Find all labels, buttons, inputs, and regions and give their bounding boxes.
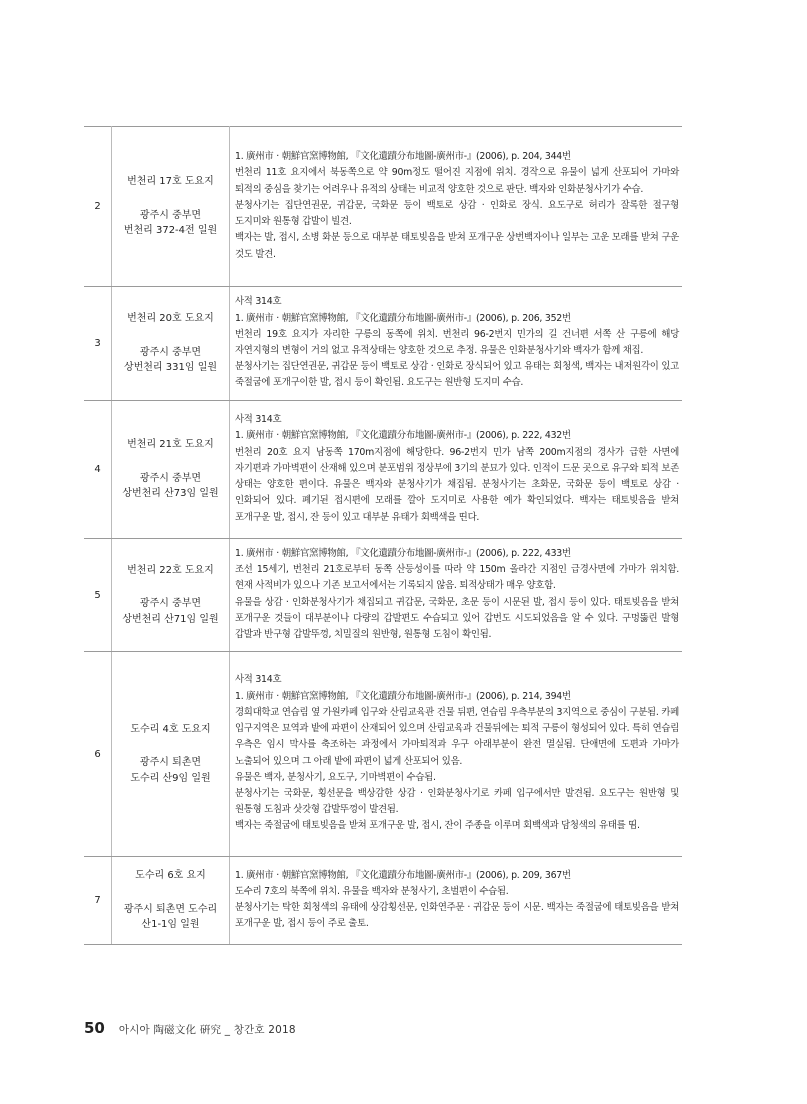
description-paragraph: 1. 廣州市 · 朝鮮官窯博物館, 『文化遺蹟分布地圖-廣州市-』(2006), p. 204, 344번 [235,151,571,163]
spacer [112,578,229,596]
site-address-line: 광주시 중부면 [139,598,202,610]
spacer [112,884,229,902]
site-address-line: 광주시 중부면 [139,472,202,484]
row-number: 6 [84,652,112,857]
description-paragraph: 분청사기는 국화문, 횡선문을 백상감한 상감 · 인화분청사기로 카페 입구에서만 발견됨. 요도구는 원반형 및 원통형 도침과 삿갓형 갑발뚜껑이 발견됨. [235,787,679,816]
site-address-line: 광주시 퇴촌면 [139,757,202,769]
spacer [112,737,229,755]
site-address-line: 광주시 중부면 [139,346,202,358]
description-paragraph: 번천리 20호 요지 남동쪽 170m지점에 해당한다. 96-2번지 민가 남쪽 200m지점의 경사가 급한 사면에 자기편과 가마벽편이 산재해 있으며 분포범위 정상부에 3기의 분묘가 있다. 인적이 드문 곳으로 유구와 퇴적 보존 상태는 양호한 편이다. 유물은 백자와 분청사기가 채집됨. 분청사기는 초화문, 국화문 등이 백토로 상감 · 인화되어 있다. 폐기된 접시편에 모래를 깔아 도지미로 사용한 예가 확인되었다. 백자는 태토빚음을 받쳐 포개구운 발, 접시, 잔 등이 있고 대부분 유태가 회백색을 띤다. [235,446,679,523]
spacer [112,190,229,208]
site-address-line: 번천리 372-4전 일원 [123,225,218,237]
description-paragraph: 1. 廣州市 · 朝鮮官窯博物館, 『文化遺蹟分布地圖-廣州市-』(2006), p. 222, 433번 [235,547,571,559]
site-name: 번천리 17호 도요지 [127,176,214,188]
row-number: 3 [84,287,112,401]
description-paragraph: 1. 廣州市 · 朝鮮官窯博物館, 『文化遺蹟分布地圖-廣州市-』(2006), p. 214, 394번 [235,690,571,702]
row-number: 7 [84,857,112,945]
description-paragraph: 백자는 죽절굽에 태토빚음을 받쳐 포개구운 발, 접시, 잔이 주종을 이루며 회백색과 담청색의 유태를 띰. [235,820,640,832]
description-paragraph: 분청사기는 집단연권문, 귀갑문 등이 백토로 상감 · 인화로 장식되어 있고 유태는 회청색, 백자는 내저원각이 있고 죽절굽에 포개구이한 발, 접시 등이 확인됨. 요도구는 원반형 도지미 수습. [235,361,679,389]
site-name: 도수리 6호 요지 [135,870,206,882]
table-row [84,539,682,652]
site-description-cell [230,127,683,287]
table-row [84,127,682,287]
description-paragraph: 유물을 상감 · 인화분청사기가 채집되고 귀갑문, 국화문, 초문 등이 시문된 발, 접시 등이 있다. 태토빚음을 받쳐 포개구운 것들이 대부분이나 다량의 갑발편도 수습되고 있어 갑번도 시도되었음을 알 수 있다. 구멍뚫린 발형 갑발과 반구형 갑발뚜껑, 치밀질의 원반형, 원통형 도침이 확인됨. [235,596,679,640]
site-address-line: 상번천리 331임 일원 [123,362,218,374]
site-location-cell [112,287,230,401]
table-row [84,287,682,401]
site-name: 번천리 22호 도요지 [127,564,214,576]
site-address-line: 산1-1임 일원 [141,919,200,931]
site-description-cell [230,401,683,539]
site-location-cell [112,401,230,539]
spacer [112,327,229,345]
table-row [84,857,682,945]
description-paragraph: 사적 314호 [235,674,282,686]
description-paragraph: 사적 314호 [235,414,282,426]
description-paragraph: 1. 廣州市 · 朝鮮官窯博物館, 『文化遺蹟分布地圖-廣州市-』(2006), p. 209, 367번 [235,869,571,881]
spacer [112,453,229,471]
row-number: 5 [84,539,112,652]
site-location-cell [112,857,230,945]
description-paragraph: 번천리 19호 요지가 자리한 구릉의 동쪽에 위치. 번천리 96-2번지 민가의 길 건너편 서쪽 산 구릉에 해당 자연지형의 변형이 거의 없고 유적상태는 양호한 것으로 추정. 유물은 인화분청사기와 백자가 함께 채집. [235,328,679,356]
site-name: 도수리 4호 도요지 [130,723,211,735]
site-description-cell [230,857,683,945]
site-location-cell [112,652,230,857]
description-paragraph: 백자는 발, 접시, 소병 화분 등으로 대부분 태토빚음을 받쳐 포개구운 상번백자이나 일부는 고운 모래를 받쳐 구운 것도 발견. [235,232,679,260]
page-footer [84,1019,296,1037]
description-paragraph: 사적 314호 [235,296,282,308]
site-description-cell [230,287,683,401]
site-location-cell [112,539,230,652]
site-address-line: 상번천리 산73임 일원 [122,488,219,500]
journal-title: 아시아 陶磁文化 硏究 _ 창간호 2018 [118,1024,296,1036]
site-location-cell [112,127,230,287]
row-number: 4 [84,401,112,539]
description-paragraph: 경희대학교 연습림 옆 가원카페 입구와 산림교육관 건물 뒤편, 연습림 우측부분의 3지역으로 중심이 구분됨. 카페 입구지역은 묘역과 밭에 파편이 산재되어 있으며 산림교육과 건물뒤에는 퇴적 구릉이 형성되어 있다. 특히 연습림 우측은 임시 막사를 축조하는 과정에서 가마퇴적과 우구 아래부분이 완전 멸실됨. 단애면에 도편과 가마가 노출되어 있으며 그 아래 밭에 파편이 넓게 산포되어 있음. [235,706,679,767]
site-description-cell [230,652,683,857]
description-paragraph: 1. 廣州市 · 朝鮮官窯博物館, 『文化遺蹟分布地圖-廣州市-』(2006), p. 206, 352번 [235,312,571,324]
site-name: 번천리 21호 도요지 [127,439,214,451]
kiln-sites-table [84,126,682,945]
table-row [84,652,682,857]
site-address-line: 광주시 퇴촌면 도수리 [123,903,218,915]
site-address-line: 광주시 중부면 [139,209,202,221]
site-address-line: 상번천리 산71임 일원 [122,613,219,625]
table-body [84,127,682,945]
site-description-cell [230,539,683,652]
description-paragraph: 분청사기는 집단연권문, 귀갑문, 국화문 등이 백토로 상감 · 인화로 장식. 요도구로 허리가 잘록한 절구형 도지미와 원통형 갑발이 빌견. [235,199,679,228]
description-paragraph: 분청사기는 탁한 회청색의 유태에 상감횡선문, 인화연주문 · 귀갑문 등이 시문. 백자는 죽절굽에 태토빚음을 받쳐 포개구운 발, 접시 등이 주로 출토. [235,902,679,930]
description-paragraph: 유물은 백자, 분청사기, 요도구, 기마벽편이 수습됨. [235,771,436,783]
table-row [84,401,682,539]
site-name: 번천리 20호 도요지 [127,313,214,325]
description-paragraph: 도수리 7호의 북쪽에 위치. 유물을 백자와 분청사기, 초벌편이 수습됨. [235,885,509,897]
site-address-line: 도수리 산9임 일원 [130,772,211,784]
row-number: 2 [84,127,112,287]
description-paragraph: 조선 15세기, 번천리 21호로부터 동쪽 산등성이를 따라 약 150m 올라간 지점인 급경사면에 가마가 위치함. 현재 사적비가 있으나 기존 보고서에서는 기록되지 않음. 퇴적상태가 매우 양호함. [235,564,679,592]
page-number: 50 [84,1019,105,1037]
description-paragraph: 번천리 11호 요지에서 북동쪽으로 약 90m정도 떨어진 지점에 위치. 경작으로 유물이 넓게 산포되어 가마와 퇴적의 중심을 찾기는 어려우나 유적의 상태는 비교적 양호한 것으로 판단. 백자와 인화분청사기가 수습. [235,167,679,195]
description-paragraph: 1. 廣州市 · 朝鮮官窯博物館, 『文化遺蹟分布地圖-廣州市-』(2006), p. 222, 432번 [235,430,571,442]
